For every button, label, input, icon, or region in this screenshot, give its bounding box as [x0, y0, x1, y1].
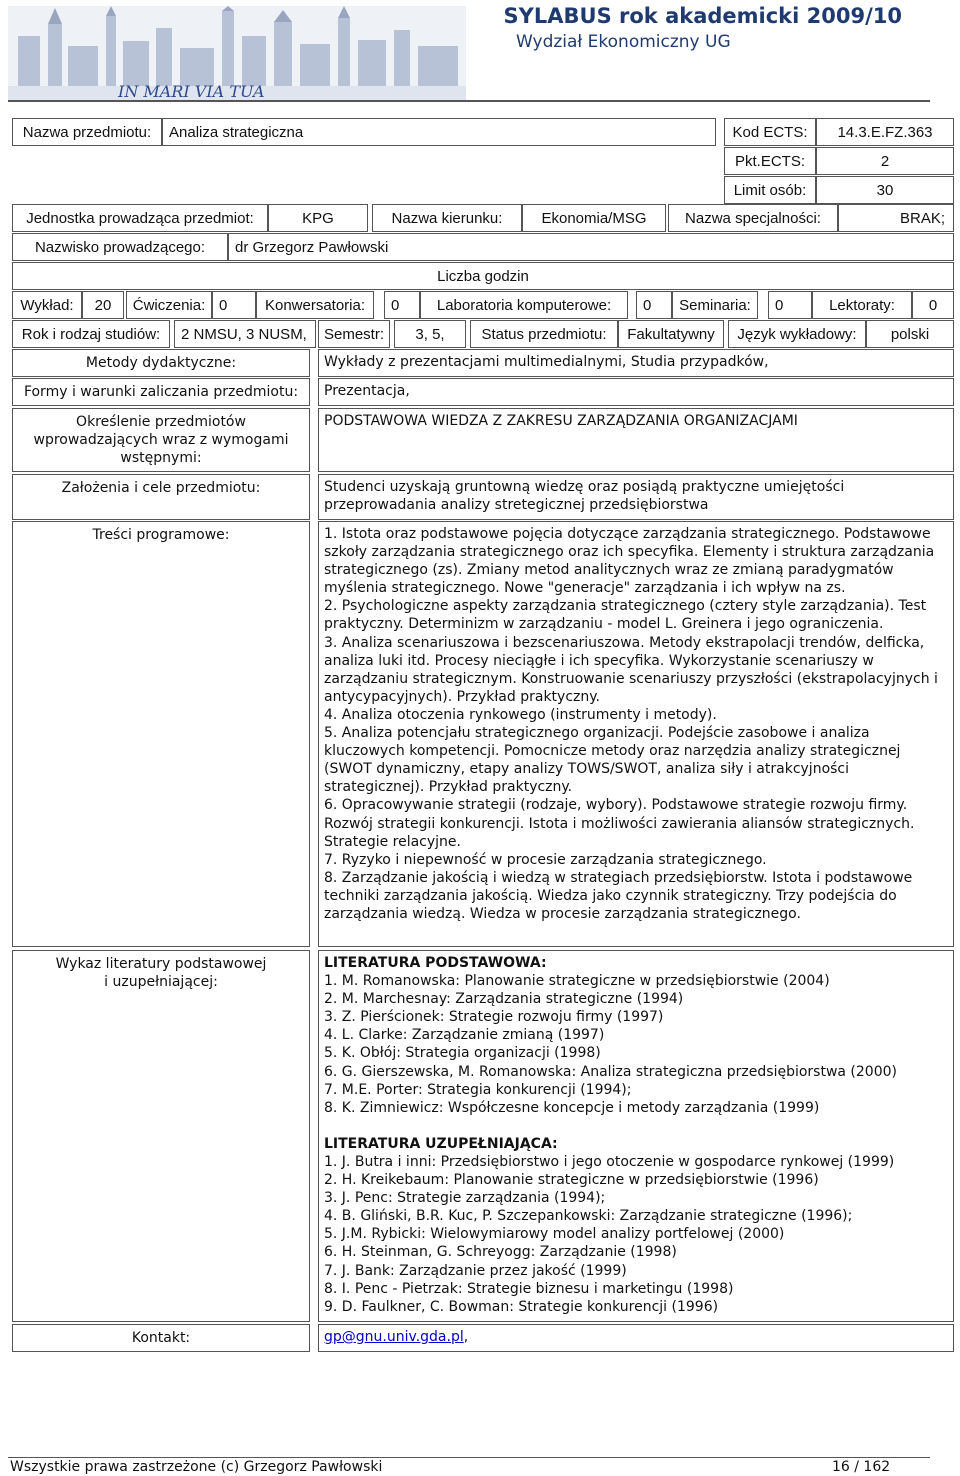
contact-value	[318, 1324, 954, 1352]
ects-code-label: Kod ECTS:	[724, 118, 816, 146]
field-label: Nazwa kierunku:	[372, 204, 522, 232]
lecturer-label: Nazwisko prowadzącego:	[12, 233, 228, 261]
methods-label: Metody dydaktyczne:	[12, 349, 310, 377]
prerequisites-value: PODSTAWOWA WIEDZA Z ZAKRESU ZARZĄDZANIA ORGANIZACJAMI	[318, 408, 954, 472]
literature-item: 1. J. Butra i inni: Przedsiębiorstwo i jego otoczenie w gospodarce rynkowej (1999)	[324, 1153, 895, 1170]
content-item: 7. Ryzyko i niepewność w procesie zarządzania strategicznego.	[324, 851, 767, 868]
conversatory-value: 0	[384, 291, 420, 319]
syllabus-title: SYLABUS rok akademicki 2009/10	[503, 4, 902, 28]
content-item: 1. Istota oraz podstawowe pojęcia dotyczące zarządzania strategicznego. Podstawowe szkoły zarządzania strategicznego oraz ich specyfika. Elementy i struktura zarządzania strategicznego (zs). Zmiany metod analitycznych wraz ze zmianą paradygmatów myślenia strategicznego. Nowe "generacje" zarządzania i ich wpływ na zs.	[324, 526, 935, 597]
lecture-hours-value: 20	[82, 291, 124, 319]
literature-item: 4. B. Gliński, B.R. Kuc, P. Szczepankowski: Zarządzanie strategiczne (1996);	[324, 1208, 853, 1225]
literature-item: 3. Z. Pierścionek: Strategie rozwoju firmy (1997)	[324, 1009, 664, 1026]
faculty-name: Wydział Ekonomiczny UG	[516, 32, 731, 52]
language-classes-label: Lektoraty:	[812, 291, 912, 319]
literature-item: 9. D. Faulkner, C. Bowman: Strategie konkurencji (1996)	[324, 1298, 719, 1315]
limit-value: 30	[816, 176, 954, 204]
literature-value	[318, 950, 954, 1322]
specialization-label: Nazwa specjalności:	[668, 204, 838, 232]
ects-code-value: 14.3.E.FZ.363	[816, 118, 954, 146]
literature-item: 5. J.M. Rybicki: Wielowymiarowy model analizy portfelowej (2000)	[324, 1226, 785, 1243]
limit-label: Limit osób:	[724, 176, 816, 204]
forms-label: Formy i warunki zaliczania przedmiotu:	[12, 378, 310, 406]
exercises-value: 0	[212, 291, 256, 319]
seminar-label: Seminaria:	[672, 291, 758, 319]
ects-points-label: Pkt.ECTS:	[724, 147, 816, 175]
field-value: Ekonomia/MSG	[522, 204, 666, 232]
lecturer-value: dr Grzegorz Pawłowski	[228, 233, 954, 261]
content-item: 2. Psychologiczne aspekty zarządzania strategicznego (cztery style zarządzania). Test praktyczny. Determinizm w zarządzaniu - model L. Greinera i jego ograniczenia.	[324, 598, 927, 633]
footer-divider	[8, 1457, 930, 1458]
header-divider	[8, 100, 930, 102]
content-item: 6. Opracowywanie strategii (rodzaje, wybory). Podstawowe strategie rozwoju firmy. Rozwój strategii konkurencji. Istota i możliwości zawierania aliansów strategicznych. Strategie relacyjne.	[324, 797, 915, 850]
literature-item: 1. M. Romanowska: Planowanie strategiczne w przedsiębiorstwie (2004)	[324, 973, 830, 990]
course-name-value: Analiza strategiczna	[162, 118, 716, 146]
specialization-value: BRAK;	[838, 204, 954, 232]
literature-item: 8. K. Zimniewicz: Współczesne koncepcje i metody zarządzania (1999)	[324, 1099, 820, 1116]
lecture-hours-label: Wykład:	[12, 291, 82, 319]
hours-heading: Liczba godzin	[12, 262, 954, 290]
seminar-value: 0	[768, 291, 812, 319]
basic-literature-heading: LITERATURA PODSTAWOWA:	[324, 955, 547, 971]
literature-item: 3. J. Penc: Strategie zarządzania (1994);	[324, 1190, 606, 1207]
language-label: Język wykładowy:	[728, 320, 866, 348]
literature-item: 4. L. Clarke: Zarządzanie zmianą (1997)	[324, 1027, 605, 1044]
content-item: 3. Analiza scenariuszowa i bezscenariuszowa. Metody ekstrapolacji trendów, delficka, analiza luki itd. Procesy nieciągłe i ich specyfika. Wykorzystanie scenariuszy w zarządzaniu strategicznym. Konstruowanie scenariuszy przyszłości (ekstrapolacyjnych i antycypacyjnych). Przykład praktyczny.	[324, 634, 938, 705]
prerequisites-label: Określenie przedmiotów wprowadzających wraz z wymogami wstępnymi:	[12, 408, 310, 472]
computer-lab-label: Laboratoria komputerowe:	[420, 291, 628, 319]
methods-value: Wykłady z prezentacjami multimedialnymi, Studia przypadków,	[318, 349, 954, 377]
unit-value: KPG	[268, 204, 368, 232]
status-label: Status przedmiotu:	[470, 320, 618, 348]
content-item: 4. Analiza otoczenia rynkowego (instrumenty i metody).	[324, 706, 717, 723]
footer-copyright: Wszystkie prawa zastrzeżone (c) Grzegorz Pawłowski	[10, 1459, 383, 1475]
contact-email-link[interactable]: gp@gnu.univ.gda.pl	[324, 1329, 464, 1345]
literature-label: Wykaz literatury podstawowej i uzupełniającej:	[12, 950, 310, 1322]
literature-item: 5. K. Obłój: Strategia organizacji (1998)	[324, 1045, 601, 1062]
literature-item: 6. G. Gierszewska, M. Romanowska: Analiza strategiczna przedsiębiorstwa (2000)	[324, 1063, 897, 1080]
semester-value: 3, 5,	[394, 320, 466, 348]
contact-suffix: ,	[463, 1329, 469, 1345]
literature-item: 2. M. Marchesnay: Zarządzania strategiczne (1994)	[324, 991, 684, 1008]
semester-label: Semestr:	[318, 320, 390, 348]
exercises-label: Ćwiczenia:	[126, 291, 212, 319]
literature-item: 8. I. Penc - Pietrzak: Strategie biznesu i marketingu (1998)	[324, 1280, 734, 1297]
content-label: Treści programowe:	[12, 521, 310, 947]
goals-label: Założenia i cele przedmiotu:	[12, 474, 310, 520]
computer-lab-value: 0	[636, 291, 672, 319]
ects-points-value: 2	[816, 147, 954, 175]
forms-value: Prezentacja,	[318, 378, 954, 406]
conversatory-label: Konwersatoria:	[256, 291, 374, 319]
extra-literature-heading: LITERATURA UZUPEŁNIAJĄCA:	[324, 1135, 558, 1152]
content-item: 5. Analiza potencjału strategicznego organizacji. Podejście zasobowe i analiza kluczowych kompetencji. Pomocnicze metody oraz narzędzia analizy strategicznej (SWOT dynamiczny, etapy analizy TOWS/SWOT, analiza siły i atrakcyjności strategicznej). Przykład praktyczny.	[324, 725, 901, 796]
status-value: Fakultatywny	[618, 320, 724, 348]
logo-motto: IN MARI VIA TUA	[118, 82, 265, 100]
course-name-label: Nazwa przedmiotu:	[12, 118, 162, 146]
page-number: 16 / 162	[832, 1459, 891, 1475]
goals-value: Studenci uzyskają gruntowną wiedzę oraz posiądą praktyczne umiejętości przeprowadania analizy stretegicznej przedsiębiorstwa	[318, 474, 954, 520]
literature-item: 2. H. Kreikebaum: Planowanie strategiczne w przedsiębiorstwie (1996)	[324, 1172, 819, 1189]
language-value: polski	[866, 320, 954, 348]
study-year-label: Rok i rodzaj studiów:	[12, 320, 170, 348]
content-value	[318, 521, 954, 947]
language-classes-value: 0	[912, 291, 954, 319]
literature-item: 7. M.E. Porter: Strategia konkurencji (1994);	[324, 1081, 632, 1098]
contact-label: Kontakt:	[12, 1324, 310, 1352]
study-year-value: 2 NMSU, 3 NUSM,	[174, 320, 316, 348]
unit-label: Jednostka prowadząca przedmiot:	[12, 204, 268, 232]
literature-item: 6. H. Steinman, G. Schreyogg: Zarządzanie (1998)	[324, 1244, 677, 1261]
university-logo	[8, 6, 466, 100]
content-item: 8. Zarządzanie jakością i wiedzą w strategiach przedsiębiorstw. Istota i podstawowe techniki zarządzania jakością. Wiedza jako czynnik strategiczny. Trzy podejścia do zarządzania wiedzą. Wiedza w procesie zarządzania strategicznego.	[324, 869, 913, 922]
literature-item: 7. J. Bank: Zarządzanie przez jakość (1999)	[324, 1262, 627, 1279]
